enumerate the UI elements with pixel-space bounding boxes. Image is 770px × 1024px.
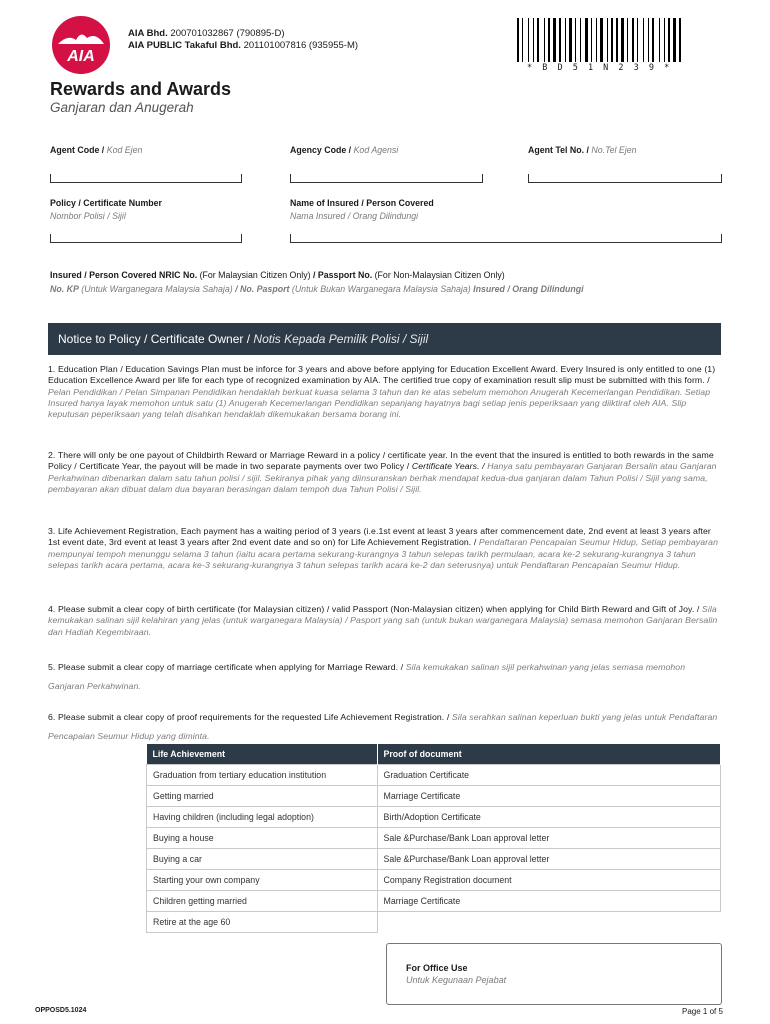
proof-document-cell: Sale &Purchase/Bank Loan approval letter <box>377 828 721 849</box>
barcode-bar <box>569 18 572 62</box>
proof-document-cell: Birth/Adoption Certificate <box>377 807 721 828</box>
barcode-bar <box>524 18 527 62</box>
company-line-2 <box>128 40 358 51</box>
agency-code-label: Agency Code / Kod Agensi <box>290 145 399 155</box>
barcode-bar <box>650 18 651 62</box>
barcode-bar <box>596 18 597 62</box>
table-row <box>147 765 721 786</box>
barcode-bar <box>673 18 676 62</box>
insured-name-field[interactable] <box>290 234 722 243</box>
barcode-bar <box>639 18 642 62</box>
policy-number-label-ms: Nombor Polisi / Sijil <box>50 211 126 221</box>
barcode-bar <box>577 18 579 62</box>
company-name-1: AIA Bhd. <box>128 28 168 39</box>
barcode-bar <box>661 18 663 62</box>
notice-item-1: 1. Education Plan / Education Savings Plan must be inforce for 3 years and above before applying for Education Excellent Award. Every Insured is only entitled to one (1) Education Excellence Award per life for each type of recognized examination by AIA. The certified true copy of examination result slip must be submitted with this form. / Pelan Pendidikan / Pelan Simpanan Pendidikan hendaklah berkuat kuasa selama 3 tahun dan ke atas sebelum memohon Anugerah Kecemerlangan Pendidikan. Setiap Insured hanya layak memohon untuk satu (1) Anugerah Kecemerlangan Pendidikan sepanjang hayatnya bagi setiap jenis peperiksaan yang diiktiraf oleh AIA. Slip keputusan peperiksaan yang telah disahkan hendaklah dikemukakan bersama borang ini. <box>48 364 716 420</box>
barcode-bar <box>655 18 658 62</box>
barcode-bar <box>548 18 550 62</box>
proof-document-cell <box>377 912 721 933</box>
agent-code-label: Agent Code / Kod Ejen <box>50 145 143 155</box>
proof-document-cell: Company Registration document <box>377 870 721 891</box>
barcode-bar <box>591 18 592 62</box>
barcode-bar <box>598 18 599 62</box>
barcode-bar <box>621 18 624 62</box>
barcode-bar <box>645 18 647 62</box>
notice-item-5: 5. Please submit a clear copy of marriage certificate when applying for Marriage Reward. / Sila kemukakan salinan sijil perkahwinan yang jelas semasa memohon Ganjaran Perkahwinan. <box>48 662 686 691</box>
agent-code-field[interactable] <box>50 174 242 183</box>
life-achievement-cell: Buying a house <box>147 828 378 849</box>
barcode-bar <box>551 18 552 62</box>
table-row <box>147 807 721 828</box>
barcode-bar <box>517 18 519 62</box>
col-life-achievement: Life Achievement <box>147 744 378 765</box>
life-achievement-cell: Having children (including legal adoption) <box>147 807 378 828</box>
company-reg-1: 200701032867 (790895-D) <box>170 28 285 39</box>
table-row <box>147 828 721 849</box>
table-header-row <box>147 744 721 765</box>
nric-label: Insured / Person Covered NRIC No. (For Malaysian Citizen Only) / Passport No. (For Non-Malaysian Citizen Only) <box>50 270 505 280</box>
barcode-bar <box>677 18 678 62</box>
barcode-bar <box>637 18 638 62</box>
page-number: Page 1 of 5 <box>682 1007 723 1016</box>
barcode-graphic <box>517 18 719 62</box>
life-achievement-cell: Starting your own company <box>147 870 378 891</box>
barcode-bar <box>682 18 683 62</box>
page-title: Rewards and Awards <box>50 79 232 99</box>
barcode-text: * B D 5 1 N 2 3 9 * <box>527 63 672 73</box>
logo-text: AIA <box>67 48 95 65</box>
table-row <box>147 912 721 933</box>
barcode-bar <box>559 18 561 62</box>
agent-tel-label: Agent Tel No. / No.Tel Ejen <box>528 145 637 155</box>
barcode-bar <box>582 18 584 62</box>
aia-logo <box>50 14 112 76</box>
notice-item-2: 2. There will only be one payout of Childbirth Reward or Marriage Reward in a policy / certificate year. In the event that the insured is entitled to both rewards in the same Policy / Certificate Year, the payout will be made in two separate payments over two Policy / Certificate Years. / Hanya satu pembayaran Ganjaran Bersalin atau Ganjaran Perkahwinan dibenarkan dalam satu tahun polisi / sijil. Sekiranya pihak yang diinsuranskan berhak mendapat kedua-dua ganjaran dalam Tahun Polisi / Sijil yang sama, pembayaran akan dibuat dalam dua bayaran berasingan dalam tempoh dua Tahun Polisi / Sijil. <box>48 450 717 494</box>
table-row <box>147 849 721 870</box>
life-achievement-cell: Children getting married <box>147 891 378 912</box>
company-name-2: AIA PUBLIC Takaful Bhd. <box>128 40 241 51</box>
barcode-bar <box>616 18 618 62</box>
life-achievement-cell: Retire at the age 60 <box>147 912 378 933</box>
barcode-bar <box>530 18 532 62</box>
barcode-bar <box>635 18 636 62</box>
barcode-bar <box>671 18 672 62</box>
barcode-bar <box>668 18 670 62</box>
barcode-bar <box>625 18 626 62</box>
barcode-bar <box>619 18 620 62</box>
life-achievement-cell: Getting married <box>147 786 378 807</box>
barcode-bar <box>533 18 534 62</box>
barcode-bar <box>666 18 667 62</box>
barcode-bar <box>664 18 665 62</box>
barcode-bar <box>522 18 523 62</box>
barcode-bar <box>593 18 595 62</box>
barcode-bar <box>648 18 649 62</box>
barcode-bar <box>609 18 610 62</box>
barcode-bar <box>540 18 543 62</box>
proof-document-cell: Sale &Purchase/Bank Loan approval letter <box>377 849 721 870</box>
barcode-bar <box>567 18 568 62</box>
table-row <box>147 870 721 891</box>
form-code: OPPOSD5.1024 <box>35 1007 87 1014</box>
barcode-bar <box>627 18 628 62</box>
barcode-bar <box>537 18 539 62</box>
barcode-bar <box>607 18 608 62</box>
proof-document-cell: Marriage Certificate <box>377 891 721 912</box>
barcode-bar <box>565 18 566 62</box>
office-use-label-ms: Untuk Kegunaan Pejabat <box>406 975 507 985</box>
barcode-bar <box>544 18 545 62</box>
barcode-bar <box>520 18 521 62</box>
page-subtitle: Ganjaran dan Anugerah <box>50 100 194 115</box>
barcode-bar <box>589 18 590 62</box>
barcode-bar <box>629 18 631 62</box>
life-achievement-table <box>146 744 721 933</box>
life-achievement-cell: Graduation from tertiary education institution <box>147 765 378 786</box>
barcode-bar <box>614 18 615 62</box>
barcode-bar <box>553 18 556 62</box>
barcode-bar <box>679 18 681 62</box>
nric-label-ms: No. KP (Untuk Warganegara Malaysia Sahaja) / No. Pasport (Untuk Bukan Warganegara Malaysia Sahaja) Insured / Orang Dilindungi <box>50 284 584 294</box>
life-achievement-cell: Buying a car <box>147 849 378 870</box>
barcode-bar <box>580 18 581 62</box>
col-proof-document: Proof of document <box>377 744 721 765</box>
table-row <box>147 891 721 912</box>
barcode-bar <box>632 18 634 62</box>
policy-number-label: Policy / Certificate Number <box>50 198 162 208</box>
barcode-bar <box>573 18 574 62</box>
barcode-bar <box>575 18 576 62</box>
notice-item-6: 6. Please submit a clear copy of proof requirements for the requested Life Achievement Registration. / Sila serahkan salinan keperluan bukti yang jelas untuk Pendaftaran Pencapaian Seumur Hidup yang diminta. <box>48 712 718 741</box>
notice-header: Notice to Policy / Certificate Owner / Notis Kepada Pemilik Polisi / Sijil <box>48 323 721 355</box>
table-row <box>147 786 721 807</box>
barcode-bar <box>546 18 547 62</box>
barcode-bar <box>557 18 558 62</box>
agency-code-field[interactable] <box>290 174 483 183</box>
barcode-bar <box>611 18 613 62</box>
notice-item-3: 3. Life Achievement Registration, Each payment has a waiting period of 3 years (i.e.1st event at least 3 years after commencement date, 2nd event at least 3 years after 1st event date, 3rd event at least 3 years after 2nd event date and so on) for Life Achievement Registration. / Pendaftaran Pencapaian Seumur Hidup, Setiap pembayaran mempunyai tempoh menunggu selama 3 tahun (iaitu acara pertama sekurang-kurangnya 3 tahun selepas tarikh permulaan, acara ke-2 sekurang-kurangnya 3 tahun selepas tarikh acara pertama, acara ke-3 sekurang-kurangnya 3 tahun selepas tarikh acara ke-2 dan seterusnya) untuk Pendaftaran Pencapaian Seumur Hidup. <box>48 526 719 570</box>
notice-item-4: 4. Please submit a clear copy of birth certificate (for Malaysian citizen) / valid Passport (Non-Malaysian citizen) when applying for Child Birth Reward and Gift of Joy. / Sila kemukakan salinan sijil kelahiran yang jelas (untuk warganegara Malaysia) / Pasport yang sah (untuk bukan warganegara Malaysia) semasa memohon Ganjaran Bersalin dan Hadiah Kegembiraan. <box>48 604 718 637</box>
proof-document-cell: Graduation Certificate <box>377 765 721 786</box>
insured-name-label-ms: Nama Insured / Orang Dilindungi <box>290 211 419 221</box>
policy-number-field[interactable] <box>50 234 242 243</box>
office-use-box <box>386 943 722 1005</box>
proof-document-cell: Marriage Certificate <box>377 786 721 807</box>
barcode-bar <box>528 18 529 62</box>
barcode-bar <box>659 18 660 62</box>
office-use-label: For Office Use <box>406 963 468 973</box>
barcode-bar <box>535 18 536 62</box>
barcode-bar <box>585 18 588 62</box>
barcode-bar <box>643 18 644 62</box>
company-reg-2: 201101007816 (935955-M) <box>243 40 359 51</box>
barcode-bar <box>604 18 606 62</box>
insured-name-label: Name of Insured / Person Covered <box>290 198 434 208</box>
agent-tel-field[interactable] <box>528 174 722 183</box>
barcode-bar <box>562 18 564 62</box>
barcode-bar <box>652 18 654 62</box>
barcode-bar <box>600 18 603 62</box>
company-line-1 <box>128 28 285 39</box>
